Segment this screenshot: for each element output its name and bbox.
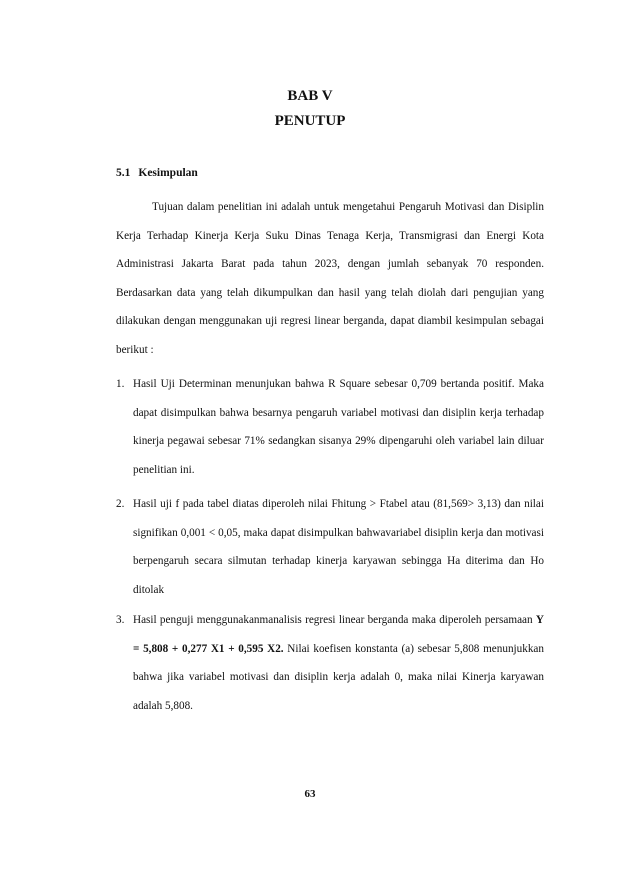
list-item: [116, 606, 544, 720]
list-item-text: Hasil Uji Determinan menunjukan bahwa R Square sebesar 0,709 bertanda positif. Maka dapat disimpulkan bahwa besarnya pengaruh variabel motivasi dan disiplin kerja terhadap kinerja pegawai sebesar 71% sedangkan sisanya 29% dipengaruhi oleh variabel lain diluar penelitian ini.: [133, 378, 544, 476]
list-item-text-after: Nilai koefisen konstanta (a) sebesar 5,808 menunjukkan bahwa jika variabel motivasi dan disiplin kerja adalah 0, maka nilai Kinerja karyawan adalah 5,808.: [133, 642, 544, 712]
section-number: 5.1: [116, 167, 131, 179]
chapter-number: BAB V: [287, 88, 333, 104]
list-marker: 1.: [116, 378, 125, 390]
list-marker: 3.: [116, 614, 125, 626]
intro-paragraph: Tujuan dalam penelitian ini adalah untuk mengetahui Pengaruh Motivasi dan Disiplin Kerja Terhadap Kinerja Kerja Suku Dinas Tenaga Kerja, Transmigrasi dan Energi Kota Administrasi Jakarta Barat pada tahun 2023, dengan jumlah sebanyak 70 responden. Berdasarkan data yang telah dikumpulkan dan hasil yang telah diolah dari pengujian yang dilakukan dengan menggunakan uji regresi linear berganda, dapat diambil kesimpulan sebagai berikut :: [116, 201, 544, 356]
page-number: 63: [304, 788, 316, 800]
section-title: Kesimpulan: [138, 167, 198, 179]
list-item-text-before: Hasil penguji menggunakanmanalisis regresi linear berganda maka diperoleh persamaan: [133, 614, 536, 626]
list-item-text: Hasil uji f pada tabel diatas diperoleh nilai Fhitung > Ftabel atau (81,569> 3,13) dan nilai signifikan 0,001 < 0,05, maka dapat disimpulkan bahwavariabel disiplin kerja dan motivasi berpengaruh secara silmutan terhadap kinerja karyawan sebingga Ha diterima dan Ho ditolak: [133, 498, 544, 596]
list-item: [116, 490, 544, 604]
chapter-title: PENUTUP: [274, 113, 346, 129]
list-marker: 2.: [116, 498, 125, 510]
list-item-text: [133, 606, 544, 720]
regression-equation: Y = 5,808 + 0,277 X1 + 0,595 X2.: [133, 614, 544, 655]
section-heading: [116, 167, 198, 179]
list-item: [116, 370, 544, 484]
